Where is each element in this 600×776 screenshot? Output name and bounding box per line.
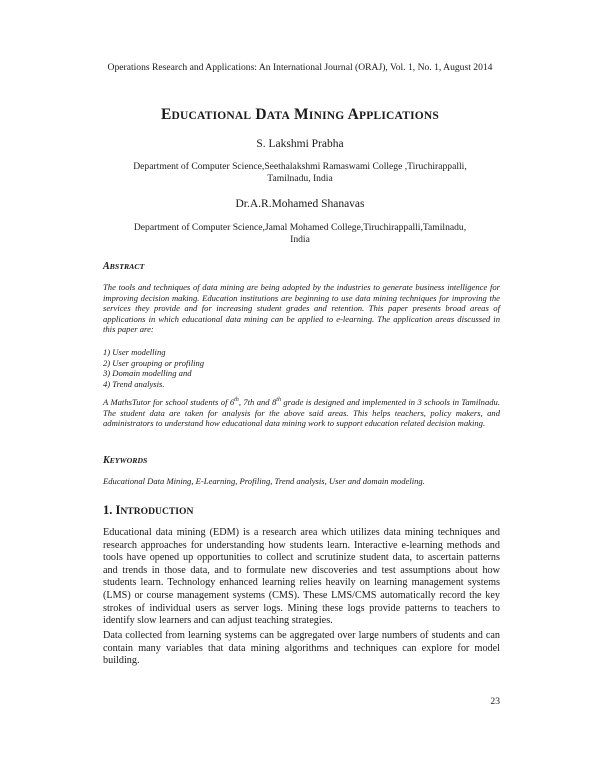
title-word: EDUCATIONAL	[161, 106, 252, 123]
keywords-heading: KEYWORDS	[103, 455, 148, 466]
title-word: APPLICATIONS	[347, 106, 439, 123]
abstract-paragraph: A MathsTutor for school students of 6th, 7th and 8th grade is designed and implemented in 3 schools in Tamilnadu. The student data are taken for analysis for the above said areas. This helps teachers, policy makers, and administrators to understand how educational data mining work to support education related decision making.	[103, 397, 501, 428]
page-number: 23	[490, 696, 500, 707]
abstract-list	[103, 347, 204, 389]
list-item: 1) User modelling	[103, 347, 166, 357]
paper-title	[0, 106, 600, 124]
section-heading: 1. INTRODUCTION	[103, 503, 194, 517]
abstract-heading: ABSTRACT	[103, 261, 145, 272]
abstract-paragraph: The tools and techniques of data mining are being adopted by the industries to generate business intelligence for improving decision making. Education institutions are beginning to use data mining techniques for improving the services they provide and for increasing student grades and retention. This paper presents broad areas of applications in which educational data mining can be applied to e-learning. The application areas discussed in this paper are:	[103, 282, 500, 334]
body-paragraph: Data collected from learning systems can be aggregated over large numbers of students and can contain many variables that data mining algorithms and techniques can explore for model building.	[103, 630, 500, 667]
list-item: 4) Trend analysis.	[103, 378, 165, 389]
keywords-text: Educational Data Mining, E-Learning, Profiling, Trend analysis, User and domain modeling.	[103, 476, 425, 486]
journal-header: Operations Research and Applications: An International Journal (ORAJ), Vol. 1, No. 1, August 2014	[107, 62, 493, 73]
title-word: DATA	[255, 106, 290, 123]
author-affiliation: Department of Computer Science,Jamal Mohamed College,Tiruchirappalli,Tamilnadu, India	[133, 222, 467, 245]
list-item: 2) User grouping or profiling	[103, 357, 205, 368]
list-item: 3) Domain modelling and	[103, 368, 192, 378]
author-name: Dr.A.R.Mohamed Shanavas	[235, 198, 365, 210]
body-paragraph: Educational data mining (EDM) is a research area which utilizes data mining techniques and research approaches for understanding how students learn. Interactive e-learning methods and tools have opened up opportunities to collect and scrutinize student data, to ascertain patterns and trends in those data, and to formulate new discoveries and test assumptions about how students learn. Technology enhanced learning relies heavily on learning management systems (LMS) or course management systems (CMS). These LMS/CMS automatically record the key strokes of individual users as server logs. Mining these logs provide patterns to teachers to identify slow learners and can adjust teaching strategies.	[103, 527, 500, 627]
author-name: S. Lakshmi Prabha	[256, 138, 344, 150]
title-word: MINING	[294, 106, 345, 123]
author-affiliation: Department of Computer Science,Seethalakshmi Ramaswami College ,Tiruchirappalli, Tamilnadu, India	[133, 161, 467, 184]
